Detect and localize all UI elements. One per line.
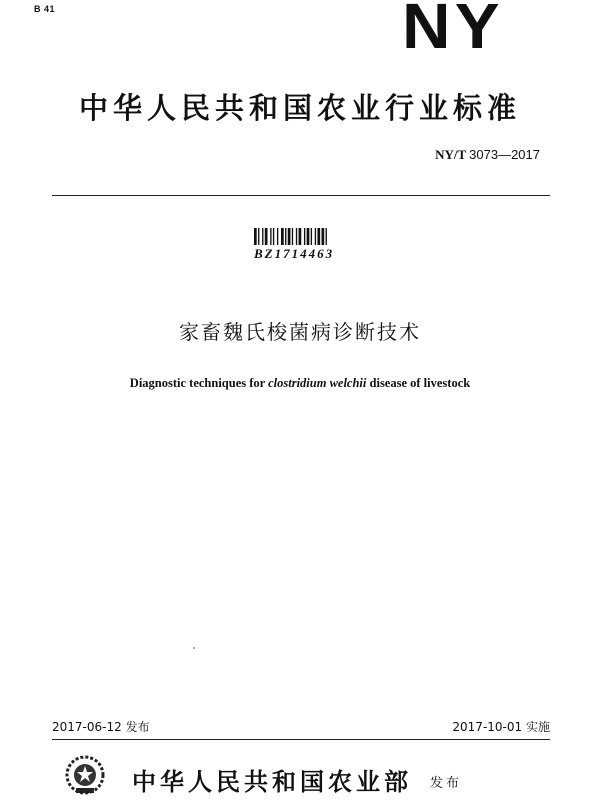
issue-label: 发布 — [125, 720, 150, 734]
standard-number — [435, 147, 540, 163]
header-divider — [52, 195, 550, 196]
barcode-bar — [296, 228, 297, 245]
barcode-bar — [270, 228, 271, 245]
barcode-bar — [311, 228, 312, 245]
barcode-bar — [254, 228, 257, 245]
barcode — [254, 228, 362, 272]
title-english-part1: Diagnostic techniques for — [129, 376, 269, 390]
implementation-date-line — [452, 718, 550, 735]
document-title-chinese: 家畜魏氏梭菌病诊断技术 — [179, 320, 421, 344]
barcode-bar — [258, 228, 259, 245]
issue-date-line — [52, 718, 150, 735]
title-english-italic: clostridium welchii — [268, 376, 367, 390]
standard-type-heading: 中华人民共和国农业行业标准 — [78, 91, 521, 125]
barcode-bar — [292, 228, 293, 245]
barcode-bar — [322, 228, 325, 245]
barcode-number: BZ1714463 — [254, 246, 335, 261]
barcode-bar — [288, 228, 291, 245]
barcode-bar — [307, 228, 310, 245]
barcode-bar — [315, 228, 316, 245]
title-english-part2: disease of livestock — [366, 376, 471, 390]
standard-number-prefix: NY/T — [435, 147, 466, 162]
document-title-english — [0, 376, 600, 391]
barcode-bar — [265, 228, 268, 245]
barcode-bars — [254, 228, 362, 246]
national-emblem-icon — [62, 754, 108, 796]
speck — [193, 647, 195, 649]
barcode-bar — [281, 228, 284, 245]
barcode-bar — [299, 228, 302, 245]
footer-divider — [52, 739, 550, 740]
issuing-authority: 中华人民共和国农业部 — [132, 768, 412, 796]
barcode-bar — [304, 228, 305, 245]
classification-code: B 41 — [34, 4, 56, 14]
standard-logo: NY — [402, 0, 504, 62]
barcode-bar — [285, 228, 286, 245]
barcode-bar — [317, 228, 320, 245]
issue-date: 2017-06-12 — [52, 720, 122, 734]
standard-number-value: 3073—2017 — [469, 147, 540, 162]
barcode-bar — [277, 228, 278, 245]
implementation-date: 2017-10-01 — [452, 720, 523, 734]
issued-label: 发布 — [430, 776, 463, 791]
barcode-bar — [262, 228, 263, 245]
implementation-label: 实施 — [525, 720, 550, 734]
barcode-bar — [273, 228, 274, 245]
barcode-bar — [326, 228, 327, 245]
